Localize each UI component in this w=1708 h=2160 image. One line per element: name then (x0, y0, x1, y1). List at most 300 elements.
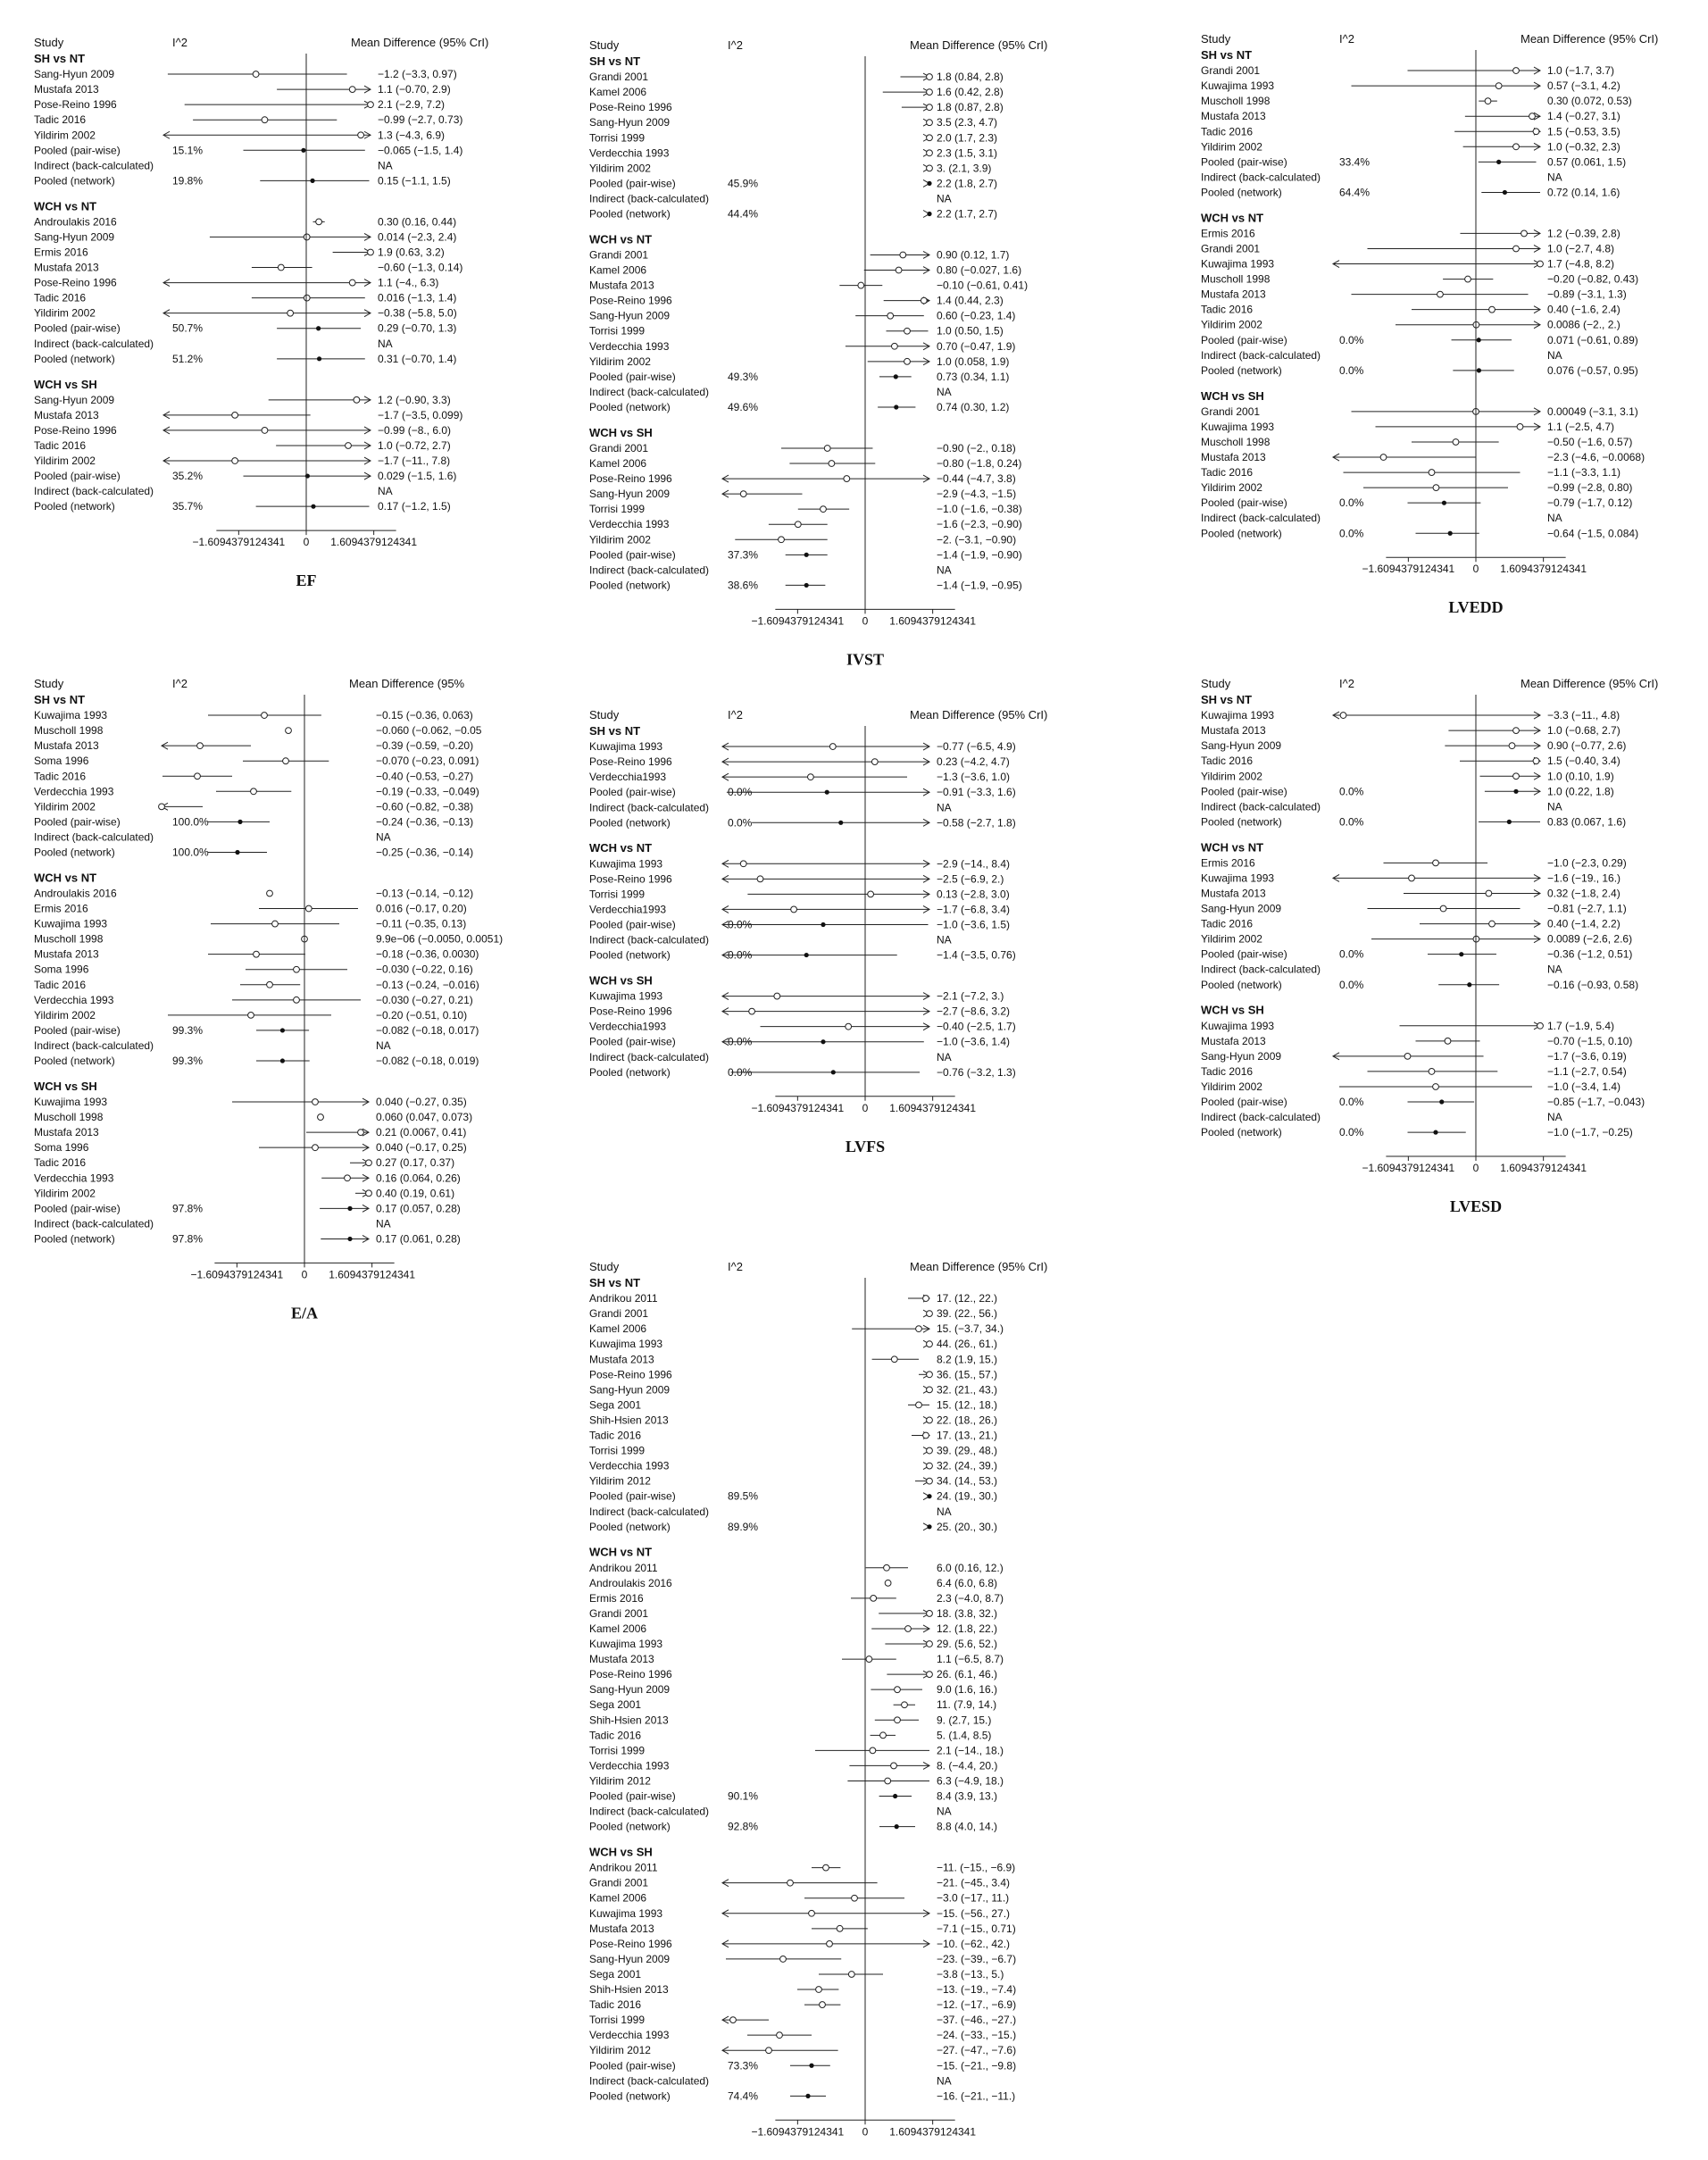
study-estimate-point (1537, 1022, 1544, 1029)
effect-estimate: −0.50 (−1.6, 0.57) (1547, 435, 1633, 448)
effect-estimate: 0.30 (0.072, 0.53) (1547, 95, 1632, 108)
study-label: Ermis 2016 (34, 902, 88, 915)
effect-estimate: 39. (22., 56.) (937, 1307, 998, 1321)
panel-title: LVESD (1449, 1197, 1503, 1216)
pooled-estimate-point (317, 356, 321, 361)
study-estimate-point (316, 219, 322, 225)
effect-estimate: −15. (−56., 27.) (937, 1906, 1011, 1920)
effect-estimate: 1.0 (0.22, 1.8) (1547, 785, 1614, 798)
study-estimate-point (829, 461, 835, 467)
effect-estimate: 0.80 (−0.027, 1.6) (937, 263, 1022, 277)
i2-value: 92.8% (728, 1820, 759, 1833)
study-label: Tadic 2016 (34, 438, 87, 452)
pooled-estimate-point (347, 1206, 352, 1211)
study-estimate-point (749, 1008, 755, 1014)
study-label: Pooled (pair-wise) (1201, 785, 1287, 798)
effect-estimate: 0.15 (−1.1, 1.5) (378, 174, 451, 188)
i2-value: 0.0% (1339, 815, 1364, 829)
study-label: Verdecchia 1993 (34, 785, 114, 798)
i2-value: 0.0% (1339, 947, 1364, 961)
study-label: Sang-Hyun 2009 (34, 393, 115, 406)
effect-estimate: 1.2 (−0.39, 2.8) (1547, 227, 1621, 240)
group-heading: WCH vs NT (34, 871, 97, 885)
study-estimate-point (927, 1311, 933, 1317)
effect-estimate: −0.99 (−2.7, 0.73) (378, 113, 463, 127)
study-estimate-point (304, 295, 310, 301)
study-estimate-point (891, 1763, 897, 1769)
study-label: Pooled (pair-wise) (34, 1202, 121, 1215)
study-estimate-point (305, 905, 312, 912)
effect-estimate: 0.17 (0.061, 0.28) (376, 1232, 461, 1246)
study-label: Sang-Hyun 2009 (589, 488, 671, 501)
study-label: Indirect (back-calculated) (34, 830, 154, 844)
x-tick-label: 0 (862, 1101, 869, 1114)
study-label: Pooled (network) (1201, 978, 1282, 991)
study-estimate-point (262, 713, 268, 719)
study-estimate-point (808, 774, 814, 780)
pooled-estimate-point (301, 148, 305, 153)
study-estimate-point (880, 1732, 887, 1739)
study-label: Indirect (back-calculated) (1201, 512, 1321, 525)
study-estimate-point (349, 87, 355, 93)
effect-column-header: Mean Difference (95% CrI) (1521, 677, 1659, 690)
study-estimate-point (927, 1387, 933, 1393)
i2-value: 0.0% (728, 918, 753, 931)
study-label: Tadic 2016 (34, 978, 87, 991)
study-label: Yildirim 2002 (1201, 481, 1262, 495)
effect-estimate: 2.0 (1.7, 2.3) (937, 131, 998, 145)
study-label: Pooled (pair-wise) (589, 786, 676, 799)
study-estimate-point (885, 1778, 891, 1784)
study-label: Pooled (network) (34, 1055, 115, 1068)
effect-estimate: −7.1 (−15., 0.71) (937, 1922, 1016, 1935)
effect-estimate: 1.0 (−0.72, 2.7) (378, 438, 451, 452)
study-estimate-point (848, 1972, 854, 1978)
study-estimate-point (1433, 485, 1439, 491)
i2-value: 15.1% (172, 144, 204, 157)
effect-estimate: −2.9 (−4.3, −1.5) (937, 488, 1017, 501)
effect-estimate: 32. (21., 43.) (937, 1383, 998, 1397)
study-estimate-point (159, 804, 165, 810)
study-estimate-point (366, 1190, 372, 1197)
effect-estimate: −0.15 (−0.36, 0.063) (376, 709, 473, 722)
panel-title: EF (296, 571, 317, 590)
effect-estimate: −0.81 (−2.7, 1.1) (1547, 902, 1627, 915)
group-heading: WCH vs SH (34, 377, 97, 391)
forest-panel-ef (34, 36, 488, 589)
panel-title: LVFS (845, 1137, 886, 1155)
study-estimate-point (232, 458, 238, 464)
study-label: Tadic 2016 (589, 1429, 642, 1442)
effect-estimate: −0.40 (−0.53, −0.27) (376, 770, 474, 783)
effect-estimate: 39. (29., 48.) (937, 1444, 998, 1457)
x-tick-label: 1.6094379124341 (889, 2125, 977, 2139)
study-label: Verdecchia1993 (589, 903, 667, 916)
effect-estimate: 0.57 (−3.1, 4.2) (1547, 79, 1621, 93)
study-column-header: Study (589, 1260, 620, 1273)
study-label: Kuwajima 1993 (1201, 709, 1275, 722)
study-label: Androulakis 2016 (34, 887, 117, 900)
effect-estimate: 2.3 (1.5, 3.1) (937, 146, 998, 160)
study-label: Kuwajima 1993 (1201, 872, 1275, 885)
study-label: Kamel 2006 (589, 457, 647, 471)
study-label: Mustafa 2013 (1201, 288, 1266, 301)
study-estimate-point (1486, 890, 1492, 897)
study-label: Androulakis 2016 (589, 1576, 672, 1589)
effect-estimate: 0.23 (−4.2, 4.7) (937, 755, 1010, 769)
study-estimate-point (885, 1580, 891, 1586)
pooled-estimate-point (894, 404, 898, 409)
effect-estimate: −24. (−33., −15.) (937, 2029, 1017, 2042)
study-estimate-point (852, 1895, 858, 1901)
study-estimate-point (1409, 875, 1415, 881)
effect-estimate: 0.071 (−0.61, 0.89) (1547, 333, 1638, 346)
effect-estimate: −2. (−3.1, −0.90) (937, 533, 1017, 546)
study-label: Muscholl 1998 (1201, 95, 1271, 108)
study-estimate-point (927, 1341, 933, 1347)
study-label: Kuwajima 1993 (589, 740, 663, 754)
study-estimate-point (927, 1672, 933, 1678)
study-label: Pooled (pair-wise) (1201, 947, 1287, 961)
i2-value: 0.0% (728, 816, 753, 830)
effect-estimate: 0.27 (0.17, 0.37) (376, 1156, 455, 1170)
effect-estimate: 44. (26., 61.) (937, 1338, 998, 1351)
group-heading: SH vs NT (589, 724, 641, 738)
x-tick-label: 0 (862, 2125, 869, 2139)
i2-column-header: I^2 (728, 708, 743, 721)
i2-value: 100.0% (172, 815, 209, 829)
study-label: Pooled (pair-wise) (34, 144, 121, 157)
study-label: Mustafa 2013 (34, 83, 99, 96)
i2-value: 0.0% (1339, 333, 1364, 346)
study-label: Pooled (pair-wise) (34, 1023, 121, 1037)
i2-value: 0.0% (1339, 496, 1364, 510)
study-label: Grandi 2001 (589, 248, 649, 262)
effect-estimate: −1.0 (−1.7, −0.25) (1547, 1126, 1633, 1139)
study-estimate-point (927, 1478, 933, 1484)
effect-estimate: 1.8 (0.87, 2.8) (937, 101, 1004, 114)
study-estimate-point (253, 71, 259, 78)
effect-estimate: 3.5 (2.3, 4.7) (937, 116, 998, 129)
study-estimate-point (312, 1145, 319, 1151)
forest-panel-lvfs (589, 708, 1047, 1155)
study-label: Mustafa 2013 (589, 279, 654, 292)
effect-estimate: 1.0 (0.10, 1.9) (1547, 770, 1614, 783)
study-estimate-point (896, 267, 902, 273)
pooled-estimate-point (805, 2094, 810, 2098)
effect-estimate: −0.11 (−0.35, 0.13) (376, 917, 467, 930)
effect-estimate: 1.1 (−6.5, 8.7) (937, 1653, 1004, 1666)
study-label: Pooled (network) (34, 1232, 115, 1246)
i2-value: 19.8% (172, 174, 204, 188)
effect-estimate: −1.6 (−2.3, −0.90) (937, 518, 1022, 531)
study-label: Indirect (back-calculated) (34, 485, 154, 498)
effect-estimate: 1.9 (0.63, 3.2) (378, 246, 445, 259)
effect-estimate: −0.38 (−5.8, 5.0) (378, 306, 457, 320)
effect-estimate: 2.2 (1.8, 2.7) (937, 177, 998, 190)
effect-estimate: 0.32 (−1.8, 2.4) (1547, 887, 1621, 900)
study-label: Kuwajima 1993 (589, 989, 663, 1003)
i2-value: 37.3% (728, 548, 759, 562)
x-tick-label: 1.6094379124341 (1500, 1162, 1587, 1175)
study-label: Shih-Hsien 2013 (589, 1714, 669, 1727)
study-estimate-point (927, 165, 933, 171)
i2-value: 74.4% (728, 2089, 759, 2103)
study-label: Yildirim 2012 (589, 2044, 651, 2057)
pooled-estimate-point (821, 1039, 825, 1044)
study-estimate-point (1513, 68, 1520, 74)
x-tick-label: −1.6094379124341 (190, 1268, 284, 1281)
effect-estimate: 15. (−3.7, 34.) (937, 1322, 1004, 1336)
study-label: Shih-Hsien 2013 (589, 1983, 669, 1997)
study-estimate-point (923, 1296, 929, 1302)
effect-estimate: 5. (1.4, 8.5) (937, 1729, 992, 1742)
study-label: Mustafa 2013 (34, 739, 99, 753)
study-label: Verdecchia 1993 (589, 2029, 670, 2042)
i2-value: 0.0% (1339, 785, 1364, 798)
effect-estimate: 0.060 (0.047, 0.073) (376, 1111, 473, 1124)
study-estimate-point (787, 1880, 794, 1886)
study-estimate-point (354, 396, 360, 403)
study-label: Pooled (network) (589, 1065, 671, 1079)
study-label: Mustafa 2013 (589, 1653, 654, 1666)
study-label: Torrisi 1999 (589, 324, 646, 338)
effect-estimate: −0.13 (−0.24, −0.016) (376, 978, 479, 991)
effect-estimate: −10. (−62., 42.) (937, 1937, 1011, 1950)
i2-value: 73.3% (728, 2059, 759, 2072)
study-estimate-point (780, 1956, 787, 1963)
study-label: Tadic 2016 (1201, 1064, 1254, 1078)
effect-estimate: 1.7 (−1.9, 5.4) (1547, 1019, 1615, 1032)
effect-estimate: 0.014 (−2.3, 2.4) (378, 230, 457, 244)
i2-value: 35.2% (172, 470, 204, 483)
study-estimate-point (902, 1702, 908, 1708)
study-estimate-point (887, 313, 894, 319)
effect-estimate: NA (376, 1217, 391, 1230)
effect-estimate: 1.0 (−0.68, 2.7) (1547, 724, 1621, 738)
study-estimate-point (916, 1326, 922, 1332)
study-label: Ermis 2016 (1201, 856, 1255, 870)
study-label: Mustafa 2013 (1201, 451, 1266, 464)
effect-column-header: Mean Difference (95% CrI) (1521, 32, 1659, 46)
study-label: Torrisi 1999 (589, 503, 646, 516)
effect-estimate: NA (937, 801, 952, 814)
study-estimate-point (823, 1864, 829, 1871)
effect-estimate: 0.30 (0.16, 0.44) (378, 215, 457, 229)
study-label: Tadic 2016 (1201, 917, 1254, 930)
effect-estimate: 0.74 (0.30, 1.2) (937, 400, 1010, 413)
study-estimate-point (349, 279, 355, 286)
effect-estimate: −1.0 (−3.6, 1.4) (937, 1035, 1011, 1048)
study-label: Torrisi 1999 (589, 1744, 646, 1757)
effect-estimate: 9.0 (1.6, 16.) (937, 1683, 998, 1697)
effect-estimate: 0.90 (−0.77, 2.6) (1547, 739, 1627, 753)
study-estimate-point (905, 1626, 912, 1632)
study-estimate-point (779, 537, 785, 543)
study-label: Grandi 2001 (589, 441, 649, 455)
study-column-header: Study (1201, 677, 1231, 690)
effect-estimate: 1.0 (−0.32, 2.3) (1547, 140, 1621, 154)
effect-estimate: −1.7 (−6.8, 3.4) (937, 903, 1011, 916)
study-label: Pooled (pair-wise) (589, 1789, 676, 1803)
effect-estimate: NA (1547, 348, 1562, 362)
study-estimate-point (846, 1023, 852, 1030)
effect-estimate: −0.13 (−0.14, −0.12) (376, 887, 474, 900)
effect-estimate: −0.39 (−0.59, −0.20) (376, 739, 474, 753)
study-label: Yildirim 2002 (1201, 932, 1262, 946)
effect-estimate: NA (376, 830, 391, 844)
study-label: Verdecchia 1993 (34, 1172, 114, 1185)
i2-value: 64.4% (1339, 186, 1371, 199)
effect-estimate: 0.17 (−1.2, 1.5) (378, 500, 451, 513)
effect-column-header: Mean Difference (95% (349, 677, 465, 690)
study-label: Muscholl 1998 (1201, 435, 1271, 448)
study-estimate-point (904, 328, 911, 334)
effect-estimate: 0.040 (−0.27, 0.35) (376, 1096, 467, 1109)
study-label: Pooled (pair-wise) (589, 1489, 676, 1503)
study-label: Pose-Reino 1996 (589, 1368, 672, 1381)
study-estimate-point (197, 743, 204, 749)
study-label: Ermis 2016 (34, 246, 88, 259)
forest-panel-lvesd (1201, 677, 1658, 1215)
pooled-estimate-point (1477, 338, 1481, 342)
effect-estimate: −0.77 (−6.5, 4.9) (937, 740, 1016, 754)
study-label: Pooled (network) (589, 579, 671, 592)
pooled-estimate-point (825, 790, 829, 795)
study-estimate-point (824, 446, 830, 452)
study-label: Tadic 2016 (1201, 303, 1254, 316)
study-estimate-point (1429, 1069, 1435, 1075)
study-estimate-point (1496, 83, 1502, 89)
study-label: Pooled (network) (34, 846, 115, 859)
effect-estimate: −0.065 (−1.5, 1.4) (378, 144, 463, 157)
x-tick-label: −1.6094379124341 (192, 536, 286, 549)
study-label: Yildirim 2002 (34, 800, 96, 813)
study-label: Pooled (network) (589, 1820, 671, 1833)
study-label: Sang-Hyun 2009 (1201, 1049, 1282, 1063)
i2-value: 0.0% (1339, 1126, 1364, 1139)
study-label: Yildirim 2012 (589, 1474, 651, 1488)
study-label: Androulakis 2016 (34, 215, 117, 229)
effect-estimate: −1.7 (−3.5, 0.099) (378, 408, 463, 421)
effect-estimate: 1.5 (−0.40, 3.4) (1547, 755, 1621, 768)
group-heading: WCH vs SH (1201, 388, 1264, 403)
study-estimate-point (927, 135, 933, 141)
study-label: Pose-Reino 1996 (589, 294, 672, 307)
group-heading: WCH vs NT (1201, 211, 1264, 225)
effect-estimate: −0.10 (−0.61, 0.41) (937, 279, 1029, 292)
study-estimate-point (895, 1717, 901, 1723)
study-label: Kamel 2006 (589, 1891, 647, 1905)
pooled-estimate-point (804, 553, 809, 557)
effect-estimate: 9. (2.7, 15.) (937, 1714, 992, 1727)
study-label: Yildirim 2012 (589, 1774, 651, 1788)
study-label: Pooled (network) (1201, 363, 1282, 377)
study-estimate-point (1433, 860, 1439, 866)
study-estimate-point (1513, 773, 1520, 780)
study-label: Pooled (pair-wise) (1201, 1096, 1287, 1109)
effect-estimate: −27. (−47., −7.6) (937, 2044, 1017, 2057)
study-estimate-point (927, 89, 933, 96)
effect-estimate: 2.3 (−4.0, 8.7) (937, 1591, 1004, 1605)
effect-estimate: NA (937, 933, 952, 947)
group-heading: WCH vs NT (589, 1545, 653, 1559)
group-heading: WCH vs NT (589, 232, 653, 246)
i2-value: 90.1% (728, 1789, 759, 1803)
study-label: Tadic 2016 (1201, 125, 1254, 138)
study-label: Indirect (back-calculated) (34, 1038, 154, 1052)
effect-estimate: 0.16 (0.064, 0.26) (376, 1172, 461, 1185)
study-label: Indirect (back-calculated) (1201, 171, 1321, 184)
study-label: Kuwajima 1993 (589, 857, 663, 871)
effect-estimate: 1.2 (−0.90, 3.3) (378, 393, 451, 406)
study-label: Kuwajima 1993 (589, 1906, 663, 1920)
effect-estimate: −0.24 (−0.36, −0.13) (376, 815, 474, 829)
effect-estimate: −0.030 (−0.22, 0.16) (376, 963, 473, 976)
pooled-estimate-point (347, 1237, 352, 1241)
study-label: Pooled (network) (1201, 815, 1282, 829)
study-estimate-point (1440, 905, 1446, 912)
study-label: Verdecchia 1993 (589, 339, 670, 353)
pooled-estimate-point (927, 1494, 931, 1498)
study-estimate-point (345, 1175, 351, 1181)
study-label: Yildirim 2002 (34, 306, 96, 320)
x-tick-label: 0 (303, 536, 310, 549)
study-estimate-point (267, 981, 273, 988)
study-label: Andrikou 2011 (589, 1292, 658, 1305)
study-label: Yildirim 2002 (1201, 140, 1262, 154)
study-estimate-point (195, 773, 201, 780)
group-heading: SH vs NT (34, 693, 86, 706)
effect-estimate: NA (378, 159, 393, 172)
study-label: Verdecchia 1993 (589, 146, 670, 160)
study-label: Mustafa 2013 (589, 1922, 654, 1935)
study-label: Pooled (pair-wise) (34, 470, 121, 483)
study-label: Pose-Reino 1996 (589, 1937, 672, 1950)
study-estimate-point (927, 1641, 933, 1647)
effect-estimate: 0.70 (−0.47, 1.9) (937, 339, 1016, 353)
study-estimate-point (1445, 1038, 1451, 1044)
study-label: Mustafa 2013 (1201, 724, 1266, 738)
i2-column-header: I^2 (1339, 677, 1354, 690)
effect-estimate: 0.016 (−1.3, 1.4) (378, 291, 457, 304)
group-heading: SH vs NT (589, 54, 641, 68)
i2-value: 49.6% (728, 400, 759, 413)
study-label: Pose-Reino 1996 (589, 1668, 672, 1681)
effect-estimate: −13. (−19., −7.4) (937, 1983, 1017, 1997)
effect-estimate: −1.6 (−19., 16.) (1547, 872, 1621, 885)
study-label: Sang-Hyun 2009 (1201, 902, 1282, 915)
group-heading: WCH vs SH (34, 1079, 97, 1093)
study-column-header: Study (1201, 32, 1231, 46)
effect-estimate: 8.4 (3.9, 13.) (937, 1789, 998, 1803)
study-label: Indirect (back-calculated) (589, 385, 710, 398)
study-label: Yildirim 2002 (589, 162, 651, 175)
group-heading: SH vs NT (589, 1276, 641, 1289)
effect-estimate: −0.76 (−3.2, 1.3) (937, 1065, 1016, 1079)
i2-value: 38.6% (728, 579, 759, 592)
study-estimate-point (1533, 758, 1539, 764)
effect-estimate: NA (937, 2074, 952, 2088)
forest-panel-lvmi (589, 1260, 1047, 2160)
effect-estimate: −1.7 (−11., 7.8) (378, 455, 451, 468)
effect-estimate: 1.8 (0.84, 2.8) (937, 71, 1004, 84)
effect-estimate: −1.0 (−1.6, −0.38) (937, 503, 1022, 516)
effect-estimate: −0.082 (−0.18, 0.019) (376, 1055, 479, 1068)
group-heading: WCH vs NT (34, 199, 97, 213)
study-label: Sang-Hyun 2009 (589, 1383, 671, 1397)
effect-estimate: −0.89 (−3.1, 1.3) (1547, 288, 1627, 301)
